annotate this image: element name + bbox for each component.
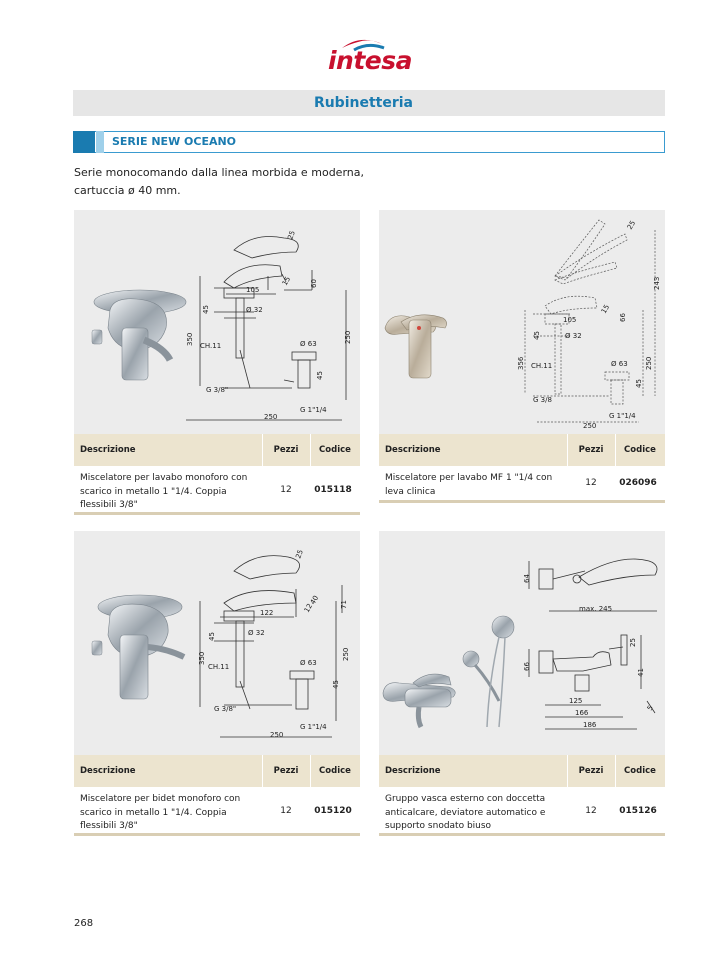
col-description: Descrizione <box>80 445 136 455</box>
spec-table-header <box>74 434 360 466</box>
col-code: Codice <box>624 766 656 776</box>
dim-label: 41 <box>637 668 645 677</box>
dim-label: Ø 63 <box>300 659 317 667</box>
series-intro: Serie monocomando dalla linea morbida e moderna, cartuccia ø 40 mm. <box>74 166 364 197</box>
dim-label: 45 <box>316 371 324 380</box>
product-image-area <box>74 531 360 755</box>
col-pieces: Pezzi <box>273 766 299 776</box>
dim-label: Ø 32 <box>565 332 582 340</box>
table-row <box>379 466 665 512</box>
col-pieces: Pezzi <box>273 445 299 455</box>
series-marker-accent <box>96 131 104 153</box>
product-description: Miscelatore per lavabo MF 1 "1/4 con leva clinica <box>385 473 553 497</box>
technical-drawing <box>379 210 665 434</box>
dim-label: Ø 32 <box>248 629 265 637</box>
dim-label: CH.11 <box>200 342 222 350</box>
col-separator <box>310 755 311 787</box>
product-code: 015118 <box>314 485 352 495</box>
dim-label: Ø 32 <box>246 306 263 314</box>
product-description: Miscelatore per lavabo monoforo con scarico in metallo 1 "1/4. Coppia flessibili 3/8" <box>80 473 248 510</box>
dim-label: 250 <box>344 330 352 344</box>
technical-drawing <box>74 210 360 434</box>
series-marker <box>73 131 95 153</box>
dim-label: 243 <box>653 276 661 290</box>
dim-label: 45 <box>202 305 210 314</box>
product-image-area <box>379 210 665 434</box>
dim-label: 122 <box>260 609 274 617</box>
dim-label: 105 <box>563 316 577 324</box>
dim-label: 15 <box>280 275 293 287</box>
dim-label: 125 <box>569 697 583 705</box>
col-separator <box>262 755 263 787</box>
col-pieces: Pezzi <box>578 445 604 455</box>
dim-label: 250 <box>583 422 597 430</box>
product-pieces: 12 <box>280 806 292 816</box>
dim-label: Ø 63 <box>611 360 628 368</box>
col-description: Descrizione <box>385 766 441 776</box>
dim-label: G 3/8" <box>206 386 229 394</box>
product-code: 026096 <box>619 478 657 488</box>
page-title: Rubinetteria <box>313 95 413 111</box>
spec-table-header <box>379 434 665 466</box>
col-separator <box>615 434 616 466</box>
dim-label: 15 <box>599 303 612 315</box>
dim-label: G 3/8 <box>533 396 552 404</box>
product-code: 015126 <box>619 806 657 816</box>
spec-table-header <box>379 755 665 787</box>
brand-logo <box>320 34 420 82</box>
dim-label: 186 <box>583 721 597 729</box>
table-divider <box>74 512 360 515</box>
col-description: Descrizione <box>385 445 441 455</box>
dim-label: CH.11 <box>531 362 553 370</box>
dim-label: 250 <box>264 413 278 421</box>
col-code: Codice <box>319 766 351 776</box>
technical-drawing <box>74 531 360 755</box>
dim-label: 45 <box>533 331 541 340</box>
col-code: Codice <box>624 445 656 455</box>
product-pieces: 12 <box>585 806 597 816</box>
dim-label: 25 <box>629 638 637 647</box>
dim-label: 40 <box>308 594 321 606</box>
dim-label: G 1"1/4 <box>300 406 327 414</box>
dim-label: G 3/8" <box>214 705 237 713</box>
series-header <box>73 131 665 153</box>
dim-label: 45 <box>332 680 340 689</box>
dim-label: G 1"1/4 <box>300 723 327 731</box>
logo-text: intesa <box>327 46 413 75</box>
col-code: Codice <box>319 445 351 455</box>
table-divider <box>379 833 665 836</box>
dim-label: G 1"1/4 <box>609 412 636 420</box>
table-row <box>379 787 665 833</box>
dim-label: 66 <box>619 313 627 322</box>
table-divider <box>379 500 665 503</box>
col-description: Descrizione <box>80 766 136 776</box>
dim-label: 250 <box>645 356 653 370</box>
dim-label: Ø 63 <box>300 340 317 348</box>
col-separator <box>310 434 311 466</box>
dim-label: 250 <box>270 731 284 739</box>
dim-label: 66 <box>523 662 531 671</box>
dim-label: 166 <box>575 709 589 717</box>
col-separator <box>567 434 568 466</box>
product-image-area <box>74 210 360 434</box>
dim-label: 71 <box>340 600 348 609</box>
col-pieces: Pezzi <box>578 766 604 776</box>
dim-label: 350 <box>186 332 194 346</box>
spec-table-header <box>74 755 360 787</box>
technical-drawing <box>379 531 665 755</box>
series-title: SERIE NEW OCEANO <box>112 135 237 148</box>
product-description: Miscelatore per bidet monoforo con scarico in metallo 1 "1/4. Coppia flessibili 3/8" <box>80 794 241 831</box>
product-image-area <box>379 531 665 755</box>
dim-label: max. 245 <box>579 605 613 613</box>
col-separator <box>262 434 263 466</box>
product-pieces: 12 <box>585 478 597 488</box>
dim-label: 60 <box>310 279 318 288</box>
dim-label: 64 <box>523 574 531 583</box>
table-row <box>74 787 360 833</box>
dim-label: 45 <box>635 379 643 388</box>
dim-label: 250 <box>342 647 350 661</box>
dim-label: CH.11 <box>208 663 230 671</box>
product-description: Gruppo vasca esterno con doccetta anticalcare, deviatore automatico e supporto snodato biuso <box>385 794 546 831</box>
dim-label: 45 <box>208 632 216 641</box>
dim-label: 350 <box>198 651 206 665</box>
col-separator <box>567 755 568 787</box>
dim-label: 25 <box>286 229 297 241</box>
dim-label: 356 <box>517 356 525 370</box>
col-separator <box>615 755 616 787</box>
dim-label: 25 <box>294 548 305 560</box>
page-title-bar <box>73 90 665 116</box>
dim-label: 5 <box>645 704 655 712</box>
table-row <box>74 466 360 512</box>
dim-label: 25 <box>625 219 638 231</box>
table-divider <box>74 833 360 836</box>
dim-label: 105 <box>246 286 260 294</box>
dim-label: 12 <box>302 602 315 614</box>
product-code: 015120 <box>314 806 352 816</box>
product-pieces: 12 <box>280 485 292 495</box>
page-number: 268 <box>74 918 94 929</box>
